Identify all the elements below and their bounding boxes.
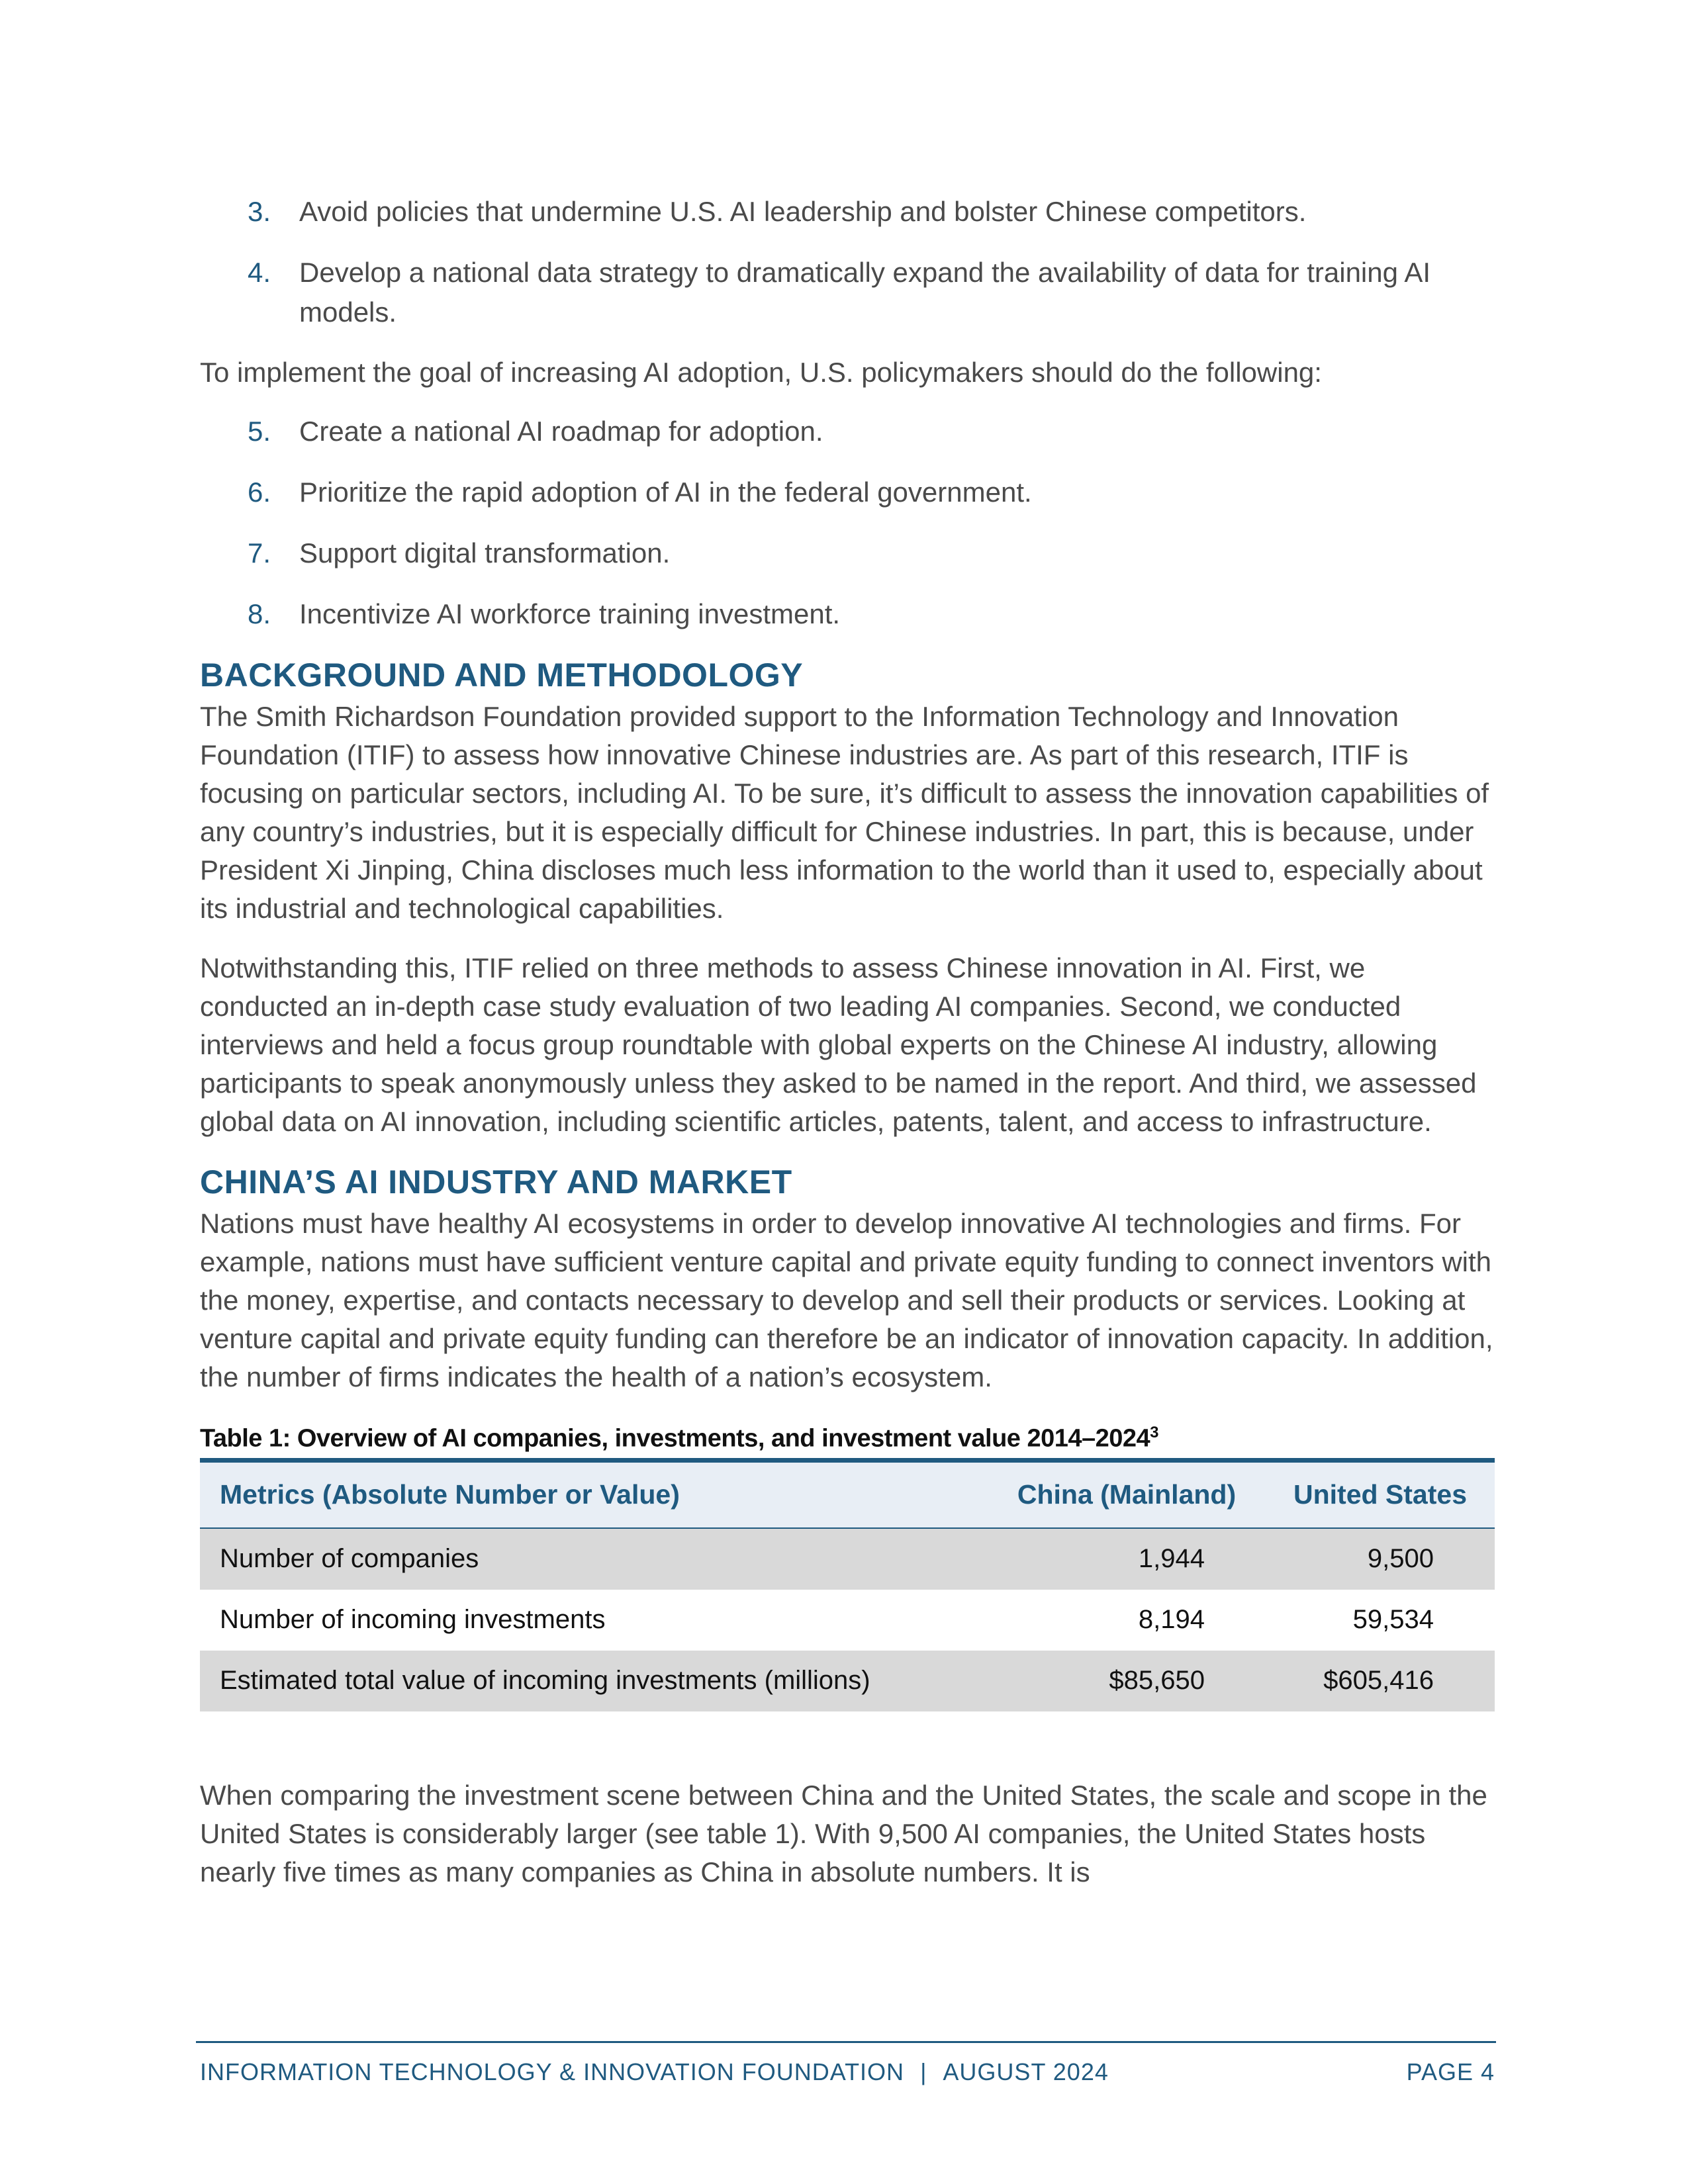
list-number: 3. — [248, 196, 271, 227]
metric-cell: Estimated total value of incoming investments (millions) — [200, 1651, 988, 1711]
metric-cell: Number of incoming investments — [220, 1605, 606, 1635]
china-value-cell: 8,194 — [1138, 1605, 1205, 1635]
list-item — [200, 192, 1495, 232]
list-item — [200, 533, 1495, 573]
list-item — [200, 253, 1495, 332]
china-value-cell: 1,944 — [988, 1528, 1266, 1590]
list-text: Prioritize the rapid adoption of AI in the federal government. — [299, 477, 1032, 508]
table-caption — [200, 1418, 1495, 1454]
table-header-row — [200, 1460, 1495, 1528]
metric-cell: Number of companies — [200, 1528, 988, 1590]
list-text: Support digital transformation. — [299, 537, 671, 569]
us-value-cell: 59,534 — [1352, 1605, 1434, 1635]
china-value-cell: $85,650 — [988, 1651, 1266, 1711]
background-paragraph-1: The Smith Richardson Foundation provided support to the Information Technology and Innovation Foundation (ITIF) to assess how innovative Chinese industries are. As part of this research, ITIF is focusing on particular sectors, including AI. To be sure, it’s difficult to assess the innovation capabilities of any country’s industries, but it is especially difficult for Chinese industries. In part, this is because, under President Xi Jinping, China discloses much less information to the world than it used to, especially about its industrial and technological capabilities. — [200, 701, 1489, 924]
us-value-cell: 9,500 — [1266, 1528, 1495, 1590]
footer-separator: | — [920, 2058, 927, 2085]
list-number: 7. — [248, 537, 271, 569]
table-caption-footnote: 3 — [1150, 1424, 1159, 1441]
background-paragraph-2: Notwithstanding this, ITIF relied on three methods to assess Chinese innovation in AI. First, we conducted an in-depth case study evaluation of two leading AI companies. Second, we conducted interviews and held a focus group roundtable with global experts on the Chinese AI industry, allowing participants to speak anonymously unless they asked to be named in the report. And third, we assessed global data on AI innovation, including scientific articles, patents, talent, and access to infrastructure. — [200, 952, 1477, 1137]
table-row — [200, 1651, 1495, 1711]
list-item — [200, 594, 1495, 634]
recommendation-list-b — [200, 412, 1495, 634]
header-china: China (Mainland) — [988, 1460, 1266, 1528]
footer-org: INFORMATION TECHNOLOGY & INNOVATION FOUNDATION — [200, 2058, 905, 2085]
section-heading-market: CHINA’S AI INDUSTRY AND MARKET — [200, 1163, 792, 1201]
market-paragraph: Nations must have healthy AI ecosystems in order to develop innovative AI technologies and firms. For example, nations must have sufficient venture capital and private equity funding to connect inventors with the money, expertise, and contacts necessary to develop and sell their products or services. Looking at venture capital and private equity funding can therefore be an indicator of innovation capacity. In addition, the number of firms indicates the health of a nation’s ecosystem. — [200, 1208, 1493, 1392]
adoption-intro: To implement the goal of increasing AI adoption, U.S. policymakers should do the following: — [200, 357, 1322, 388]
list-number: 4. — [248, 257, 271, 288]
header-metrics: Metrics (Absolute Number or Value) — [200, 1460, 988, 1528]
list-text: Create a national AI roadmap for adoption. — [299, 416, 823, 447]
page-footer — [200, 2058, 1495, 2086]
list-number: 5. — [248, 416, 271, 447]
footer-divider — [196, 2041, 1496, 2043]
footer-date: AUGUST 2024 — [943, 2058, 1109, 2085]
table-row — [200, 1590, 1495, 1651]
page-number: PAGE 4 — [1406, 2058, 1495, 2085]
section-heading-background: BACKGROUND AND METHODOLOGY — [200, 657, 804, 694]
list-item — [200, 473, 1495, 512]
closing-paragraph: When comparing the investment scene between China and the United States, the scale and scope in the United States is considerably larger (see table 1). With 9,500 AI companies, the United States hosts nearly five times as many companies as China in absolute numbers. It is — [200, 1779, 1487, 1888]
table-row — [200, 1528, 1495, 1590]
list-item — [200, 412, 1495, 451]
document-page — [200, 192, 1495, 1913]
ai-investment-table — [200, 1458, 1495, 1711]
table-caption-text: Table 1: Overview of AI companies, investments, and investment value 2014–2024 — [200, 1424, 1150, 1453]
list-text: Incentivize AI workforce training investment. — [299, 598, 841, 629]
list-number: 8. — [248, 598, 271, 629]
list-number: 6. — [248, 477, 271, 508]
list-text: Avoid policies that undermine U.S. AI leadership and bolster Chinese competitors. — [299, 196, 1307, 227]
header-united-states: United States — [1266, 1460, 1495, 1528]
recommendation-list-a — [200, 192, 1495, 332]
list-text: Develop a national data strategy to dramatically expand the availability of data for training AI models. — [299, 257, 1431, 328]
us-value-cell: $605,416 — [1266, 1651, 1495, 1711]
